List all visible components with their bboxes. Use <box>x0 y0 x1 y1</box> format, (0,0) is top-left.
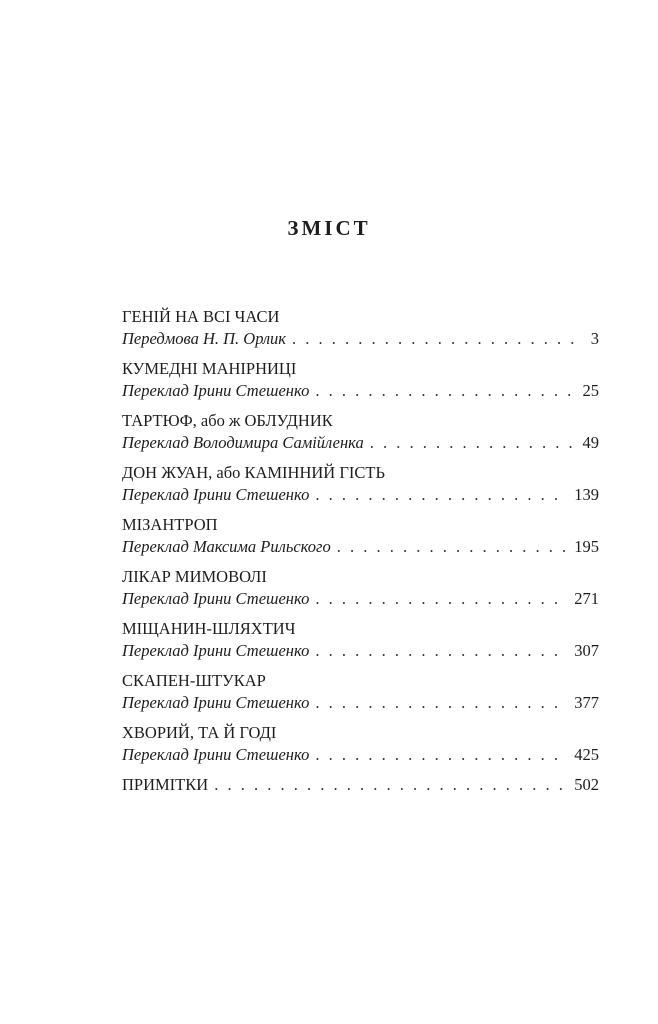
toc-subtitle-line <box>122 432 599 454</box>
toc-title-line <box>122 722 599 744</box>
toc-subtitle-line <box>122 744 599 766</box>
toc-title-line <box>122 618 599 640</box>
toc-title: МІЩАНИН-ШЛЯХТИЧ <box>122 619 296 638</box>
toc-subtitle: Переклад Ірини Стешенко <box>122 745 310 764</box>
toc-page-number: 25 <box>582 381 599 400</box>
toc-title: МІЗАНТРОП <box>122 515 218 534</box>
page-title: ЗМІСТ <box>287 216 371 240</box>
toc-entry <box>122 670 599 714</box>
toc-subtitle-line <box>122 588 599 610</box>
toc-title-line <box>122 306 599 328</box>
dot-leader <box>214 774 568 796</box>
toc-entry-notes <box>122 774 599 796</box>
toc-subtitle: Переклад Володимира Самійленка <box>122 433 364 452</box>
toc-notes-title: ПРИМІТКИ <box>122 775 209 794</box>
toc-entry <box>122 618 599 662</box>
dot-leader <box>370 432 577 454</box>
toc-entry <box>122 566 599 610</box>
toc-page-number: 49 <box>582 433 599 452</box>
toc-title-line <box>122 566 599 588</box>
dot-leader <box>315 588 568 610</box>
toc-entry <box>122 410 599 454</box>
toc-title-line <box>122 514 599 536</box>
toc-entry <box>122 358 599 402</box>
toc-page-number: 271 <box>574 589 599 608</box>
dot-leader <box>315 692 568 714</box>
toc-title-line <box>122 462 599 484</box>
toc-page-number: 139 <box>574 485 599 504</box>
toc-subtitle: Переклад Ірини Стешенко <box>122 641 310 660</box>
toc-entry <box>122 306 599 350</box>
toc-subtitle: Переклад Ірини Стешенко <box>122 589 310 608</box>
dot-leader <box>315 744 568 766</box>
toc-subtitle-line <box>122 692 599 714</box>
toc-subtitle: Передмова Н. П. Орлик <box>122 329 286 348</box>
toc-subtitle-line <box>122 484 599 506</box>
toc-subtitle: Переклад Ірини Стешенко <box>122 381 310 400</box>
toc-title-line <box>122 670 599 692</box>
toc-entry <box>122 462 599 506</box>
toc-title: ТАРТЮФ, або ж ОБЛУДНИК <box>122 411 333 430</box>
toc-notes-line <box>122 774 599 796</box>
toc-title-line <box>122 358 599 380</box>
table-of-contents <box>122 306 599 796</box>
toc-entry <box>122 514 599 558</box>
toc-page-number: 195 <box>574 537 599 556</box>
toc-title: СКАПЕН-ШТУКАР <box>122 671 266 690</box>
dot-leader <box>337 536 569 558</box>
toc-subtitle: Переклад Ірини Стешенко <box>122 693 310 712</box>
toc-title: КУМЕДНІ МАНІРНИЦІ <box>122 359 297 378</box>
toc-page-number: 377 <box>574 693 599 712</box>
toc-subtitle-line <box>122 380 599 402</box>
toc-subtitle-line <box>122 640 599 662</box>
toc-page-number: 425 <box>574 745 599 764</box>
toc-subtitle-line <box>122 536 599 558</box>
toc-subtitle-line <box>122 328 599 350</box>
toc-title-line <box>122 410 599 432</box>
toc-entry <box>122 722 599 766</box>
toc-page-number: 307 <box>574 641 599 660</box>
dot-leader <box>315 380 576 402</box>
toc-subtitle: Переклад Ірини Стешенко <box>122 485 310 504</box>
toc-subtitle: Переклад Максима Рильского <box>122 537 331 556</box>
dot-leader <box>292 328 583 350</box>
toc-title: ДОН ЖУАН, або КАМІННИЙ ГІСТЬ <box>122 463 385 482</box>
toc-title: ГЕНІЙ НА ВСІ ЧАСИ <box>122 307 280 326</box>
dot-leader <box>315 640 568 662</box>
dot-leader <box>315 484 568 506</box>
toc-page-number: 502 <box>574 775 599 794</box>
toc-title: ХВОРИЙ, ТА Й ГОДІ <box>122 723 277 742</box>
toc-page-number: 3 <box>590 329 599 348</box>
toc-title: ЛІКАР МИМОВОЛІ <box>122 567 267 586</box>
